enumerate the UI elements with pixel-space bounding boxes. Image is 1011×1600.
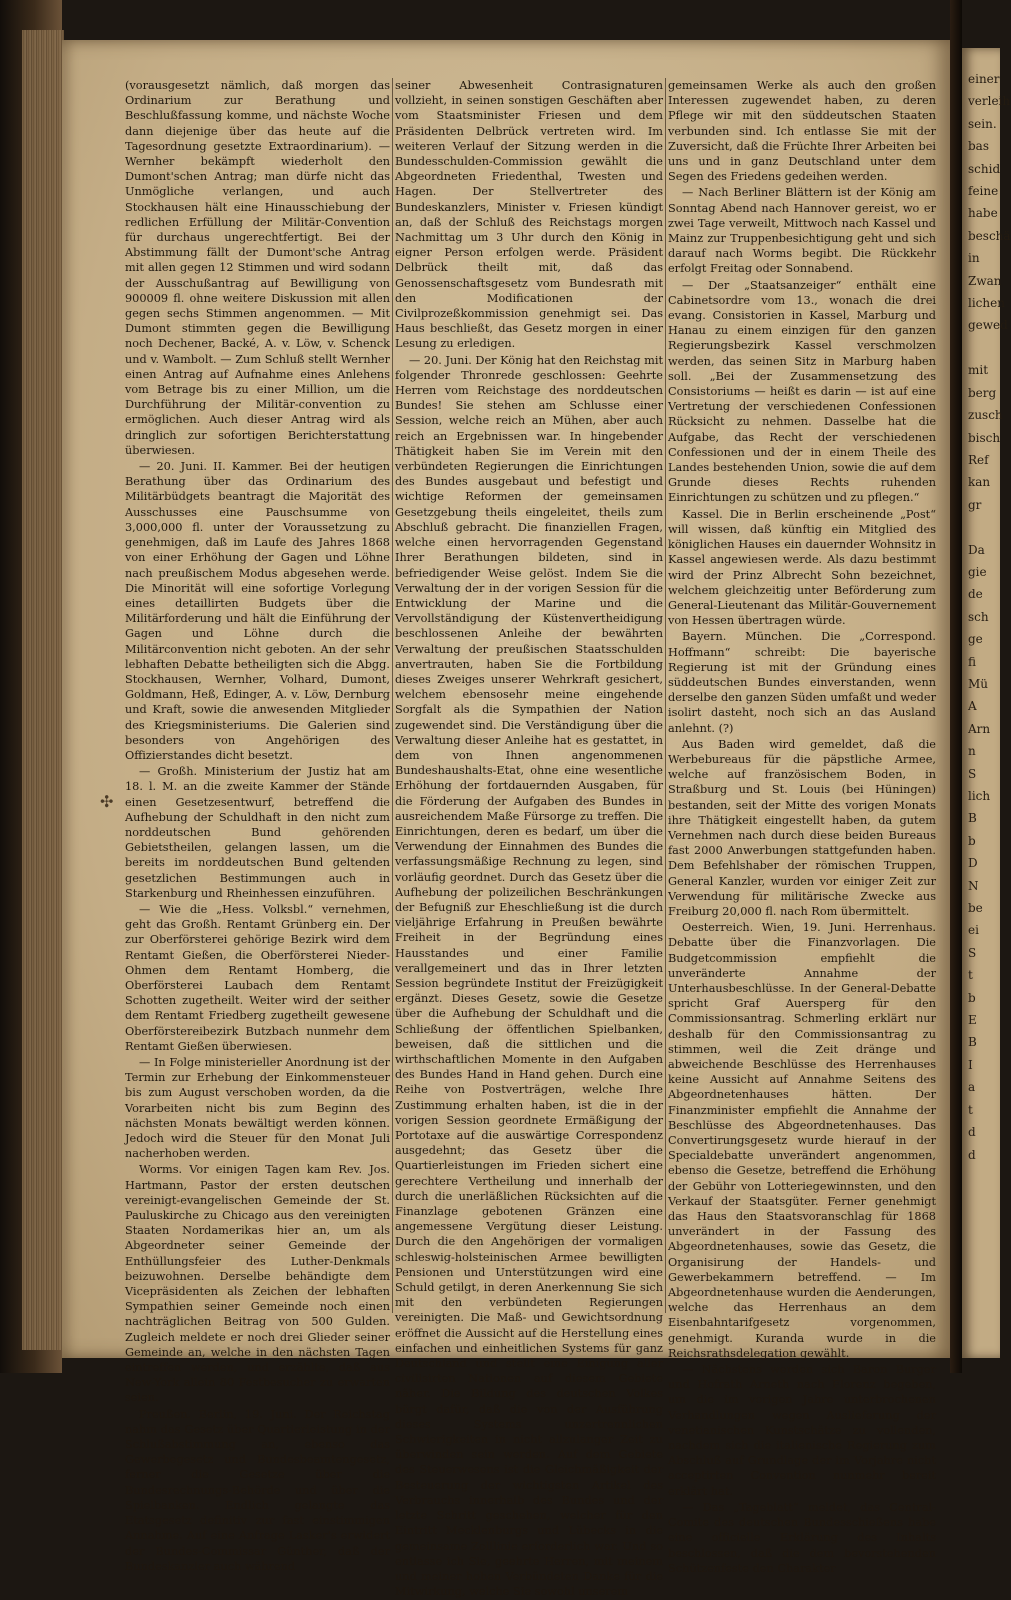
paragraph: — Nach Berliner Blättern ist der König am Sonntag Abend nach Hannover gereist, wo er zwei Tage verweilt, Mittwoch nach Kassel und Mainz zur Truppenbesichtigung geht und sich darauf nach Worms begibt. Die Rückkehr erfolgt Freitag oder Sonnabend. [668, 186, 936, 276]
paragraph: Preußen. Berlin, 19. Juni. Der Reichstag nahm das Gesetz über Quartierleistung in der Schlußabstimmung an, ebenso das Gewerbegesetz und Bundesbeamtengesetz, ferner die Gesetze über die Bundesrechnungs-Behörde und über die Spielbanken. Endlich gelangte das Etatsgesetz definitiv zur fast einstimmigen Annahme. Auf eine Anfrage Lasker's erwidert der Bundes-Commissar Günther, daß der Bundeskanzler auch während [125, 1407, 390, 1573]
paragraph: — 20. Juni. II. Kammer. Bei der heutigen Berathung über das Ordinarium des Militärbüdgets beantragt die Majorität des Ausschusses eine Pauschsumme von 3,000,000 fl. unter der Voraussetzung zu genehmigen, daß im Laufe des Jahres 1868 von einer Erhöhung der Gagen und Löhne nach preußischem Modus abgesehen werde. Die Minorität will eine sofortige Vorlegung eines detaillirten Budgets über die Militärforderung und hält die Einführung der Gagen und Löhne durch die Militärconvention nicht geboten. An der sehr lebhaften Debatte betheiligten sich die Abgg. Stockhausen, Wernher, Volhard, Dumont, Goldmann, Heß, Edinger, A. v. Löw, Dernburg und Kraft, sowie die anwesenden Mitglieder des Kriegsministeriums. Die Galerien sind besonders von Angehörigen des Offizierstandes dicht besetzt. [125, 460, 390, 762]
paragraph: Aus Baden wird gemeldet, daß die Werbebureaus für die päpstliche Armee, welche auf französischem Boden, in Straßburg und St. Louis (bei Hüningen) bestanden, seit der Mitte des vorigen Monats ihre Thätigkeit eingestellt haben, da gutem Vernehmen nach durch diese beiden Bureaus fast 2000 Anwerbungen stattgefunden haben. Dem Befehlshaber der römischen Truppen, General Kanzler, wurden vor einiger Zeit zur Verwendung für militärische Zwecke aus Freiburg 20,000 fl. nach Rom übermittelt. [668, 737, 936, 918]
column-rule [665, 78, 666, 1313]
column-1 [125, 78, 390, 1575]
paragraph: Bayern. München. Die „Correspond. Hoffmann“ schreibt: Die bayerische Regierung ist mit der Gründung eines süddeutschen Bundes einverstanden, wenn derselbe den ganzen Süden umfaßt und weder isolirt dasteht, noch sich an das Ausland anlehnt. (?) [668, 630, 936, 735]
book-gutter [950, 0, 962, 1373]
paragraph: Worms. Vor einigen Tagen kam Rev. Jos. Hartmann, Pastor der ersten deutschen vereinigt-evangelischen Gemeinde der St. Pauluskirche zu Chicago aus den vereinigten Staaten Nordamerikas hier an, um als Abgeordneter seiner Gemeinde der Enthüllungsfeier des Luther-Denkmals beizuwohnen. Derselbe behändigte dem Vicepräsidenten als Zeichen der lebhaften Sympathien seiner Gemeinde noch einen nachträglichen Beitrag von 500 Gulden. Zugleich meldete er noch drei Glieder seiner Gemeinde an, welche in den nächsten Tagen eintreffen werden, und erzählte, daß aus New-York allein 80 Festbesucher zu erwarten seien. [125, 1163, 390, 1405]
column-rule [392, 78, 393, 1313]
paragraph: Oesterreich. Wien, 19. Juni. Herrenhaus. Debatte über die Finanzvorlagen. Die Budgetcommission empfiehlt die unveränderte Annahme der Unterhausbeschlüsse. In der General-Debatte spricht Graf Auersperg für den Commissionsantrag. Schmerling erklärt nur deshalb für den Commissionsantrag zu stimmen, weil die Zeit dränge und abweichende Beschlüsse des Herrenhauses keine Aussicht auf Annahme Seitens des Abgeordnetenhauses hätten. Der Finanzminister empfiehlt die Annahme der Beschlüsse des Abgeordnetenhauses. Das Convertirungsgesetz wurde hierauf in der Specialdebatte unverändert angenommen, ebenso die Gesetze, betreffend die Erhöhung der Gebühr von Lotteriegewinnsten, und den Verkauf der Staatsgüter. Ferner genehmigt das Haus den Staatsvoranschlag für 1868 unverändert in der Fassung des Abgeordnetenhauses, sowie das Gesetz, die Organisirung der Handels- und Gewerbekammern betreffend. — Im Abgeordnetenhause wurden die Aenderungen, welche das Herrenhaus an dem Eisenbahntarifgesetz vorgenommen, genehmigt. Kuranda wurde in die Reichsrathsdelegation gewählt. [668, 921, 936, 1360]
paragraph: — In Folge ministerieller Anordnung ist der Termin zur Erhebung der Einkommensteuer bis zum August verschoben worden, da die Vorarbeiten nicht bis zum Beginn des nächsten Monats bewältigt werden können. Jedoch wird die Steuer für den Monat Juli nacherhoben werden. [125, 1056, 390, 1161]
paragraph: Kassel. Die in Berlin erscheinende „Post“ will wissen, daß künftig ein Mitglied des königlichen Hauses ein dauernder Wohnsitz in Kassel angewiesen werde. Als dazu bestimmt wird der Prinz Albrecht Sohn bezeichnet, welchem gleichzeitig unter Beförderung zum General-Lieutenant das Militär-Gouvernement von Hessen übertragen würde. [668, 507, 936, 628]
next-page-text-fragment: einer verleih sein. bas schid feine habe beschä in Zwan lichen gewed mit berg zusch bisch Ref kan gr Da gie de sch ge fi Mü A Arn n S lich B b D N be ei S t b E B I a t d d [968, 72, 1011, 1162]
paragraph: — 20. Juni. Der König hat den Reichstag mit folgender Thronrede geschlossen: Geehrte Herren vom Reichstage des norddeutschen Bundes! Sie stehen am Schlusse einer Session, welche reich an Mühen, aber auch reich an Ergebnissen war. In hingebender Thätigkeit haben Sie im Verein mit den verbündeten Regierungen die Einrichtungen des Bundes ausgebaut und befestigt und wichtige Reformen der gemeinsamen Gesetzgebung theils eingeleitet, theils zum Abschluß gebracht. Die finanziellen Fragen, welche einen hervorragenden Gegenstand Ihrer Berathungen bildeten, sind in befriedigender Weise gelöst. Indem Sie die Verwaltung der in der vorigen Session für die Entwicklung der Marine und die Vervollständigung der Küstenvertheidigung beschlossenen Anleihe der bewährten Verwaltung der preußischen Staatsschulden anvertrauten, haben Sie die Fortbildung dieses Zweiges unserer Wehrkraft gesichert, welchem ebensosehr meine eingehende Sorgfalt als die Sympathien der Nation zugewendet sind. Die Verständigung über die Verwaltung dieser Anleihe hat es gestattet, in dem von Ihnen angenommenen Bundeshaushalts-Etat, ohne eine wesentliche Erhöhung der fortdauernden Ausgaben, für die Förderung der Aufgaben des Bundes in ausreichendem Maße Fürsorge zu treffen. Die Einrichtungen, deren es bedarf, um über die Verwendung der Einnahmen des Bundes die verfassungsmäßige Rechnung zu legen, sind vorläufig geordnet. Durch das Gesetz über die Aufhebung der polizeilichen Beschränkungen der Befugniß zur Eheschließung ist die durch vieljährige Erfahrung in Preußen bewährte Freiheit in der Begründung eines Hausstandes und einer Familie verallgemeinert und das in Ihrer letzten Session begründete Institut der Freizügigkeit ergänzt. Dieses Gesetz, sowie die Gesetze über die Aufhebung der Schuldhaft und die Schließung der öffentlichen Spielbanken, beweisen, daß die sittlichen und die wirthschaftlichen Momente in den Aufgaben des Bundes Hand in Hand gehen. Durch eine Reihe von Postverträgen, welche Ihre Zustimmung erhalten haben, ist die in der vorigen Session geordnete Ermäßigung der Portotaxe auf die auswärtige Correspondenz ausgedehnt; das Gesetz über die Quartierleistungen im Frieden sichert eine gerechtere Vertheilung und innerhalb der durch die unerläßlichen Rücksichten auf die Finanzlage gebotenen Gränzen eine angemessene Vergütung dieser Leistung. Durch die den Angehörigen der vormaligen schleswig-holsteinischen Armee bewilligten Pensionen und Unterstützungen wird eine Schuld getilgt, in deren Anerkennung Sie sich mit den verbündeten Regierungen vereinigten. Die Maß- und Gewichtsordnung eröffnet die Aussicht auf die Herstellung eines einfachen und einheitlichen Systems für ganz Deutschland und stellt eine Einigung aller civilisirten Nationen auf diesem Gebiete näher. Die Bildung des deutschen Volkes bürgt dafür, daß die von der Ausführung dieses Systems unzertrennlichen Schwierigkeiten in nicht allzulanger Zeit zu überwinden sein werden. Auf dem Gebiete des Steuerwesens ist die Gleichmäßigkeit der Besteuerung der wichtigsten Artikel des Verbrauchs innerhalb des Bundes und der letzte Schritt geschehen, welcher für den Eintritt Mecklenburgs und Lübecks in die gemeinsame Zolllinie erforderlich war. Und so entlasse ich Sie, geehrte Herren, mit meinem und meiner hohen Verbündeten Danke für die Mitwirkung, welche Sie sowohl unserem [395, 353, 663, 1599]
paragraph: — Das „Tageblatt“ meldet, das Central-Comite des deutschen Bundesschießens habe eine officielle Erklärung des Inhalts beschlossen, daß die dem bevorstehenden Schützenfeste den Charakter [668, 1500, 936, 1575]
paragraph: — Großh. Ministerium der Justiz hat am 18. l. M. an die zweite Kammer der Stände einen Gesetzesentwurf, betreffend die Aufhebung der Schuldhaft in den nicht zum norddeutschen Bund gehörenden Gebietstheilen, gelangen lassen, um die bereits im norddeutschen Bund geltenden gesetzlichen Bestimmungen auch in Starkenburg und Rheinhessen einzuführen. [125, 765, 390, 900]
column-2 [395, 78, 663, 1600]
column-3 [668, 78, 936, 1577]
margin-mark: ✣ [100, 792, 114, 811]
next-page-edge [962, 48, 1011, 1358]
paragraph: (vorausgesetzt nämlich, daß morgen das Ordinarium zur Berathung und Beschlußfassung komme, und nächste Woche dann diejenige über das heute auf die Tagesordnung gesetzte Extraordinarium). — Wernher bekämpft wiederholt den Dumont'schen Antrag; man dürfe nicht das Unmögliche verlangen, und auch Stockhausen hält eine Hinausschiebung der redlichen Erfüllung der Militär-Convention für durchaus ungerechtfertigt. Bei der Abstimmung fällt der Dumont'sche Antrag mit allen gegen 12 Stimmen und wird sodann der Ausschußantrag auf Bewilligung von 900009 fl. ohne weitere Diskussion mit allen gegen sechs Stimmen angenommen. — Mit Dumont stimmten gegen die Bewilligung noch Dechener, Backé, A. v. Löw, v. Schenck und v. Wambolt. — Zum Schluß stellt Wernher einen Antrag auf Aufnahme eines Anlehens vom Betrage bis zu einer Million, um die Durchführung der Militär-convention zu ermöglichen. Auch dieser Antrag wird als dringlich zur sofortigen Berichterstattung überwiesen. [125, 79, 390, 457]
paragraph: — Nächstens werden sich Baron Burger und Hofrath Arneth nach Florenz begeben, um die im vorigen Jahre unterbrochenen Verhandlungen wegen Auslieferung der venetianischen Kunstschätze zu vollenden, nachdem sich die italienische Regierung zum Abschluß auf Grundlage der im Vorjahre nicht acceptirten Convention nunmehr bereit erklärt hat. [668, 1363, 936, 1498]
paragraph: — Wie die „Hess. Volksbl.“ vernehmen, geht das Großh. Rentamt Grünberg ein. Der zur Oberförsterei gehörige Bezirk wird dem Rentamt Gießen, die Oberförsterei Nieder-Ohmen dem Rentamt Homberg, die Oberförsterei Laubach dem Rentamt Schotten zugetheilt. Weiter wird der seither dem Rentamt Friedberg zugetheilt gewesene Oberförstereibezirk Butzbach nunmehr dem Rentamt Gießen überwiesen. [125, 902, 390, 1053]
paragraph: seiner Abwesenheit Contrasignaturen vollzieht, in seinen sonstigen Geschäften aber vom Staatsminister Friesen und dem Präsidenten Delbrück vertreten wird. Im weiteren Verlauf der Sitzung werden in die Bundesschulden-Commission gewählt die Abgeordneten Friedenthal, Twesten und Hagen. Der Stellvertreter des Bundeskanzlers, Minister v. Friesen kündigt an, daß der Schluß des Reichstags morgen Nachmittag um 3 Uhr durch den König in eigner Person erfolgen werde. Präsident Delbrück theilt mit, daß das Genossenschaftsgesetz vom Bundesrath mit den Modificationen der Civilprozeßkommission genehmigt sei. Das Haus beschließt, das Gesetz morgen in einer Lesung zu erledigen. [395, 79, 663, 351]
paragraph: — Der „Staatsanzeiger“ enthält eine Cabinetsordre vom 13., wonach die drei evang. Consistorien in Kassel, Marburg und Hanau zu einem einzigen für den ganzen Regierungsbezirk Kassel verschmolzen werden, das seinen Sitz in Marburg haben soll. „Bei der Zusammensetzung des Consistoriums — heißt es darin — ist auf eine Vertretung der verschiedenen Confessionen Rücksicht zu nehmen. Dasselbe hat die Aufgabe, das Recht der verschiedenen Confessionen und der in einem Theile des Landes bestehenden Union, sowie die auf dem Grunde dieses Rechts ruhenden Einrichtungen zu schützen und zu pflegen.“ [668, 278, 936, 505]
paragraph: gemeinsamen Werke als auch den großen Interessen zugewendet haben, zu deren Pflege wir mit den süddeutschen Staaten verbunden sind. Ich entlasse Sie mit der Zuversicht, daß die Früchte Ihrer Arbeiten bei uns und in ganz Deutschland unter dem Segen des Friedens gedeihen werden. [668, 79, 936, 184]
page-edges [22, 30, 64, 1350]
